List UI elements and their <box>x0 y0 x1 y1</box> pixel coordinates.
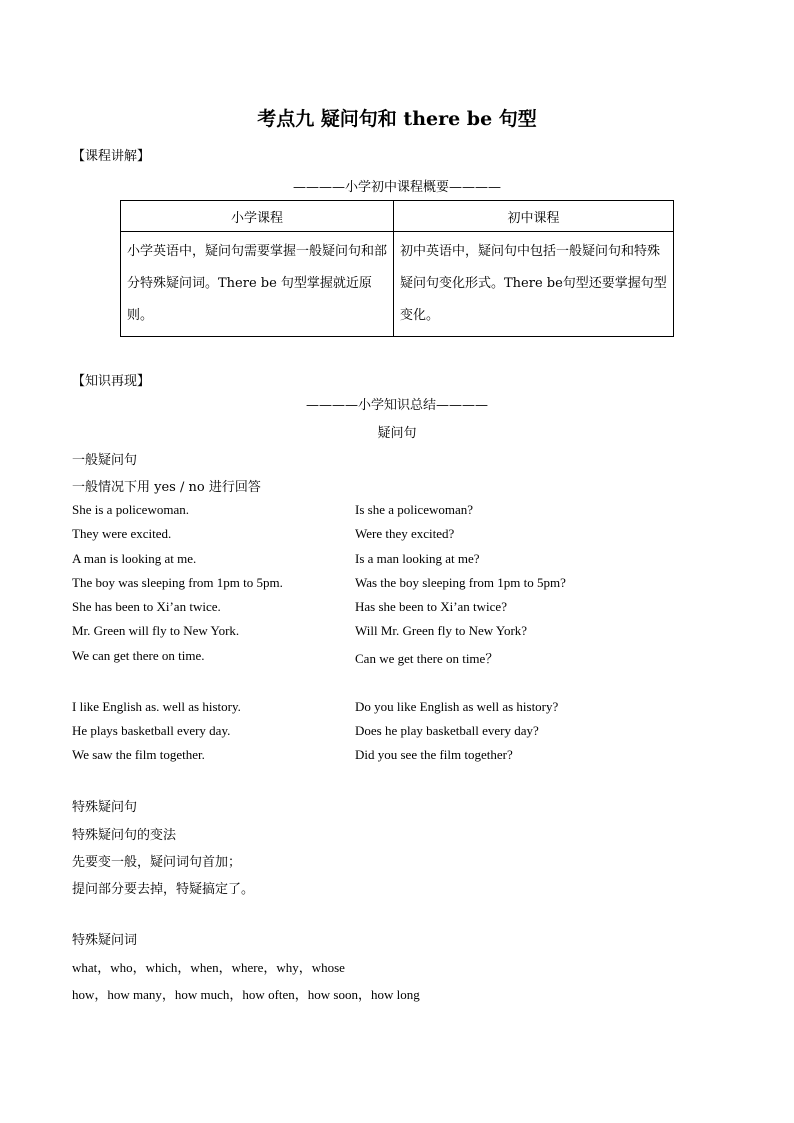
special-words-line: how，how many，how much，how often，how soon，how long <box>72 987 420 1002</box>
example-statement: She has been to Xi’an twice. <box>72 599 221 614</box>
example-statement: They were excited. <box>72 526 172 541</box>
general-question-title: 一般疑问句 <box>72 453 138 468</box>
special-question-rule: 先要变一般，疑问词句首加； <box>72 855 242 870</box>
page-title: 考点九 疑问句和 there be 句型 <box>257 108 537 130</box>
example-question: Does he play basketball every day? <box>355 723 539 738</box>
general-question-note: 一般情况下用 yes / no 进行回答 <box>72 480 261 495</box>
example-question: Has she been to Xi’an twice? <box>355 599 507 614</box>
table-cell-primary: 小学英语中，疑问句需要掌握一般疑问句和部分特殊疑问词。There be 句型掌握就近原则。 <box>121 232 394 337</box>
example-question: Was the boy sleeping from 1pm to 5pm? <box>355 575 566 590</box>
example-question: Were they excited? <box>355 526 455 541</box>
special-question-title: 特殊疑问句 <box>72 800 138 815</box>
example-statement: She is a policewoman. <box>72 502 189 517</box>
section-lecture-heading: 【课程讲解】 <box>72 149 151 164</box>
example-question: Can we get there on time？ <box>355 651 499 666</box>
table-header-row <box>121 201 674 232</box>
example-statement: We can get there on time. <box>72 648 205 663</box>
example-statement: The boy was sleeping from 1pm to 5pm. <box>72 575 283 590</box>
example-statement: Mr. Green will fly to New York. <box>72 623 240 638</box>
special-words-line: what，who，which，when，where，why，whose <box>72 960 345 975</box>
example-question: Did you see the film together? <box>355 747 513 762</box>
example-question: Is a man looking at me? <box>355 551 480 566</box>
example-statement: I like English as. well as history. <box>72 699 241 714</box>
example-question: Will Mr. Green fly to New York? <box>355 623 528 638</box>
special-question-method-title: 特殊疑问句的变法 <box>72 828 177 843</box>
example-statement: A man is looking at me. <box>72 551 197 566</box>
special-words-title: 特殊疑问词 <box>72 933 138 948</box>
table-row <box>121 232 674 337</box>
summary-heading: ————小学知识总结———— <box>305 398 488 413</box>
course-overview-table <box>120 200 674 337</box>
table-cell-junior: 初中英语中，疑问句中包括一般疑问句和特殊疑问句变化形式。There be句型还要掌握句型变化。 <box>394 232 674 337</box>
table-header-primary: 小学课程 <box>121 201 394 232</box>
table-header-junior: 初中课程 <box>394 201 674 232</box>
special-question-rule: 提问部分要去掉，特疑搞定了。 <box>72 882 255 897</box>
example-statement: We saw the film together. <box>72 747 205 762</box>
example-question: Do you like English as well as history? <box>355 699 559 714</box>
section-knowledge-heading: 【知识再现】 <box>72 374 151 389</box>
overview-heading: ————小学初中课程概要———— <box>292 180 501 195</box>
example-statement: He plays basketball every day. <box>72 723 231 738</box>
example-question: Is she a policewoman? <box>355 502 474 517</box>
summary-subheading: 疑问句 <box>377 426 417 441</box>
